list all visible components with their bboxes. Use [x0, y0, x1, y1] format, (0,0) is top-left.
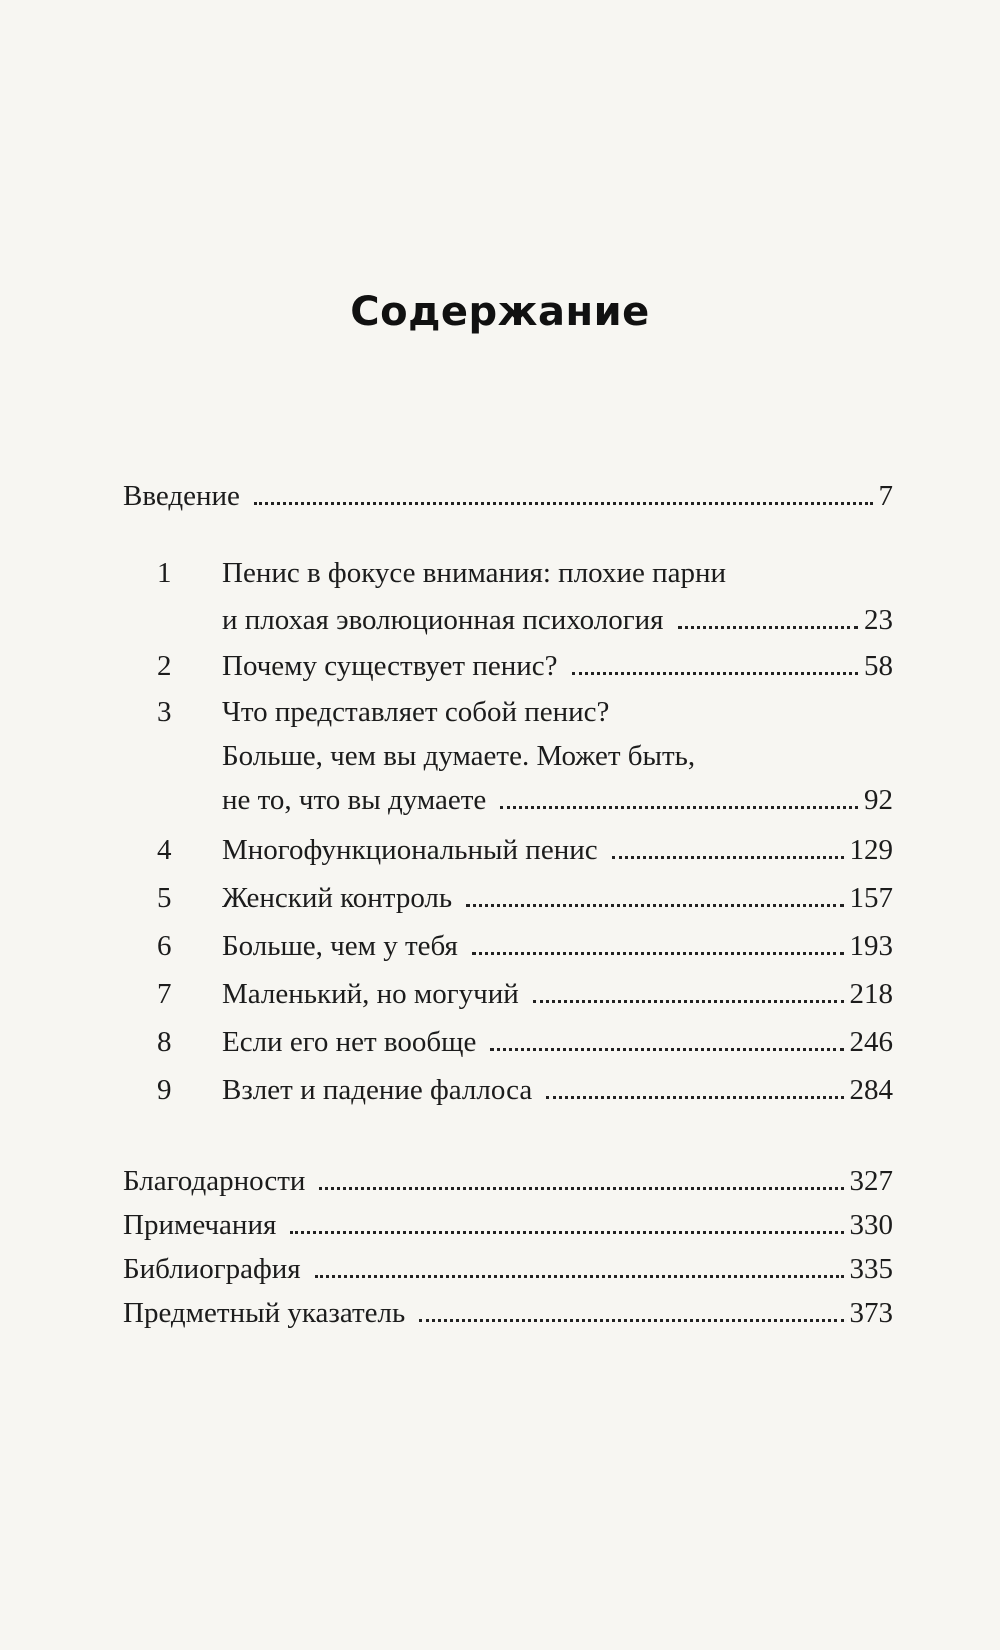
chapter-number: 9 [157, 1074, 172, 1106]
toc-entry-index[interactable] [123, 1295, 893, 1331]
toc-entry-acknowledgements[interactable] [123, 1163, 893, 1199]
toc-entry-chapter-9[interactable] [222, 1072, 893, 1108]
dot-leader [500, 806, 858, 809]
toc-entry-chapter-2[interactable] [222, 648, 893, 684]
toc-entry-notes[interactable] [123, 1207, 893, 1243]
toc-entry-page: 23 [864, 604, 893, 636]
chapter-number: 2 [157, 650, 172, 682]
toc-entry-label: Взлет и падение фаллоса [222, 1074, 533, 1106]
dot-leader [490, 1048, 843, 1051]
toc-entry-page: 246 [849, 1026, 893, 1058]
dot-leader [678, 626, 859, 629]
toc-entry-page: 327 [849, 1165, 893, 1197]
toc-entry-label: Если его нет вообще [222, 1026, 477, 1058]
toc-entry-chapter-8[interactable] [222, 1024, 893, 1060]
page-title: Содержание [350, 288, 650, 335]
toc-entry-page: 129 [849, 834, 893, 866]
toc-entry-page: 92 [864, 784, 893, 816]
toc-entry-page: 373 [849, 1297, 893, 1329]
toc-entry-chapter-1[interactable] [222, 602, 893, 638]
dot-leader [572, 672, 859, 675]
chapter-title-line: Пенис в фокусе внимания: плохие парни [222, 557, 727, 589]
toc-entry-label: Библиография [123, 1253, 301, 1285]
dot-leader [290, 1231, 843, 1234]
toc-entry-label: не то, что вы думаете [222, 784, 487, 816]
toc-entry-label: Почему существует пенис? [222, 650, 558, 682]
chapter-number: 6 [157, 930, 172, 962]
chapter-number: 5 [157, 882, 172, 914]
chapter-number: 3 [157, 696, 172, 728]
toc-entry-chapter-3[interactable] [222, 782, 893, 818]
toc-entry-label: и плохая эволюционная психология [222, 604, 664, 636]
toc-entry-chapter-6[interactable] [222, 928, 893, 964]
chapter-number: 8 [157, 1026, 172, 1058]
toc-entry-label: Благодарности [123, 1165, 306, 1197]
toc-entry-label: Больше, чем у тебя [222, 930, 458, 962]
chapter-title-line: Больше, чем вы думаете. Может быть, [222, 740, 696, 772]
toc-entry-page: 335 [849, 1253, 893, 1285]
chapter-title-line: Что представляет собой пенис? [222, 696, 610, 728]
toc-entry-page: 58 [864, 650, 893, 682]
toc-entry-chapter-7[interactable] [222, 976, 893, 1012]
chapter-number: 7 [157, 978, 172, 1010]
toc-entry-chapter-4[interactable] [222, 832, 893, 868]
chapter-number: 4 [157, 834, 172, 866]
dot-leader [254, 502, 873, 505]
toc-entry-label: Введение [123, 480, 240, 512]
toc-entry-page: 330 [849, 1209, 893, 1241]
toc-entry-introduction[interactable] [123, 478, 893, 514]
toc-entry-label: Маленький, но могучий [222, 978, 519, 1010]
toc-entry-bibliography[interactable] [123, 1251, 893, 1287]
dot-leader [612, 856, 844, 859]
toc-entry-label: Примечания [123, 1209, 277, 1241]
chapter-number: 1 [157, 557, 172, 589]
toc-entry-chapter-5[interactable] [222, 880, 893, 916]
dot-leader [533, 1000, 844, 1003]
dot-leader [546, 1096, 843, 1099]
toc-entry-label: Женский контроль [222, 882, 453, 914]
dot-leader [315, 1275, 844, 1278]
dot-leader [319, 1187, 843, 1190]
toc-entry-page: 218 [849, 978, 893, 1010]
toc-entry-page: 284 [849, 1074, 893, 1106]
toc-entry-page: 7 [878, 480, 893, 512]
dot-leader [419, 1319, 843, 1322]
toc-entry-page: 193 [849, 930, 893, 962]
dot-leader [472, 952, 844, 955]
toc-entry-page: 157 [849, 882, 893, 914]
toc-entry-label: Многофункциональный пенис [222, 834, 598, 866]
toc-entry-label: Предметный указатель [123, 1297, 406, 1329]
dot-leader [466, 904, 843, 907]
